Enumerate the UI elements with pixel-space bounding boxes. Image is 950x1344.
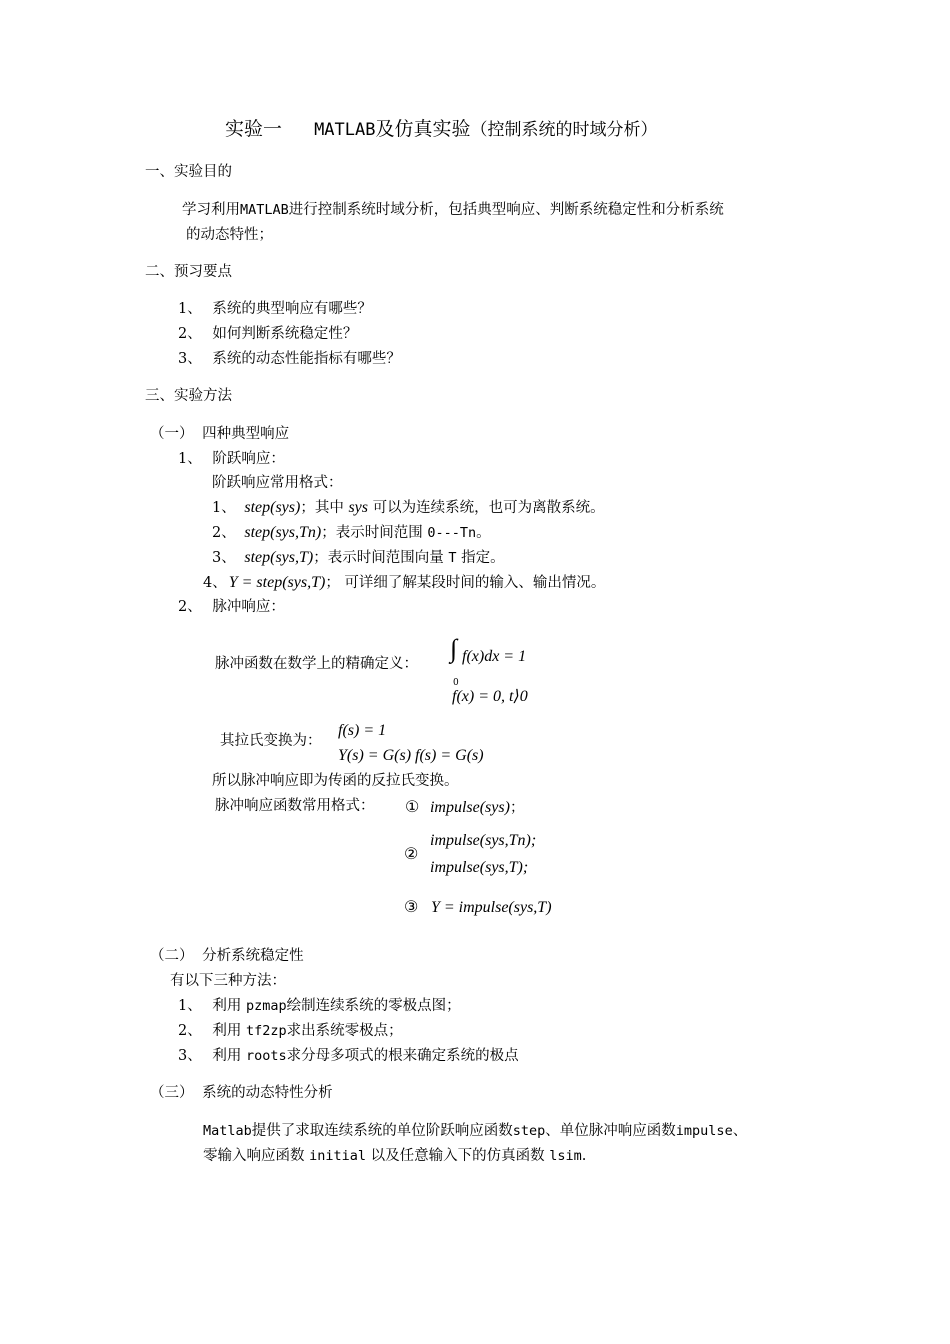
page-title bbox=[225, 118, 658, 141]
list-item bbox=[178, 1023, 403, 1040]
integral-lower-limit: 0 bbox=[453, 678, 459, 688]
subsection-1-heading bbox=[150, 426, 289, 443]
impulse-format-1 bbox=[405, 797, 524, 817]
mono-text: impulse bbox=[675, 1123, 733, 1139]
circled-number: ② bbox=[404, 844, 419, 863]
text: 利用 bbox=[212, 998, 242, 1014]
text: 指定。 bbox=[461, 550, 505, 566]
item-number: 1、 bbox=[212, 500, 236, 516]
mono-text: roots bbox=[245, 1048, 287, 1064]
item-number: 4、 bbox=[203, 575, 227, 591]
subsection-number: （一） bbox=[150, 426, 194, 442]
item-number: 2、 bbox=[212, 525, 236, 541]
text: ；其中 bbox=[300, 500, 344, 516]
title-main: 实验一 bbox=[225, 118, 283, 140]
item-number: 3、 bbox=[212, 550, 236, 566]
list-item bbox=[178, 301, 372, 318]
mono-text: lsim bbox=[549, 1148, 582, 1164]
impulse-format-3 bbox=[404, 897, 552, 917]
text: ； bbox=[509, 800, 525, 816]
item-number: 3、 bbox=[178, 1048, 202, 1064]
formula: step(sys,Tn) bbox=[244, 524, 322, 541]
text: 利用 bbox=[212, 1023, 242, 1039]
item-text: 脉冲响应： bbox=[212, 599, 285, 615]
title-matlab: MATLAB bbox=[314, 120, 376, 140]
stability-intro: 有以下三种方法： bbox=[170, 973, 286, 989]
list-item bbox=[178, 998, 461, 1015]
list-item bbox=[178, 351, 401, 368]
text: 绘制连续系统的零极点图； bbox=[286, 998, 461, 1014]
mono-text: MATLAB bbox=[240, 202, 289, 218]
dynamic-paragraph-line-2 bbox=[203, 1148, 586, 1165]
subsection-2-heading bbox=[150, 948, 304, 965]
subsection-number: （二） bbox=[150, 948, 194, 964]
subsection-text: 系统的动态特性分析 bbox=[202, 1085, 333, 1101]
item-text: 系统的动态性能指标有哪些？ bbox=[212, 351, 401, 367]
mono-text: pzmap bbox=[245, 998, 287, 1014]
text: ； bbox=[321, 525, 336, 541]
laplace-label: 其拉氏变换为： bbox=[220, 733, 322, 749]
text: 零输入响应函数 bbox=[203, 1148, 305, 1164]
step-formats-title: 阶跃响应常用格式： bbox=[212, 475, 343, 491]
text: 表示时间范围向量 bbox=[327, 550, 444, 566]
text: 、 bbox=[732, 1123, 748, 1139]
step-format-2 bbox=[212, 523, 491, 542]
dynamic-paragraph-line-1 bbox=[203, 1123, 747, 1140]
item-number: 2、 bbox=[178, 599, 202, 615]
mono-text: Matlab bbox=[203, 1123, 252, 1139]
item-text: 阶跃响应： bbox=[212, 451, 285, 467]
item-number: 1、 bbox=[178, 301, 202, 317]
text: 提供了求取连续系统的单位阶跃响应函数 bbox=[251, 1123, 513, 1139]
impulse-definition-label: 脉冲函数在数学上的精确定义： bbox=[215, 656, 418, 672]
impulse-eq-2: f(x) = 0, t⟩0 bbox=[452, 688, 528, 705]
integral-sign: ∫ bbox=[450, 634, 458, 663]
circled-number: ① bbox=[405, 797, 420, 816]
impulse-format-2a: impulse(sys,Tn); bbox=[430, 832, 537, 849]
subsection-3-heading bbox=[150, 1085, 333, 1102]
mono-text: tf2zp bbox=[245, 1023, 287, 1039]
text: 以及任意输入下的仿真函数 bbox=[370, 1148, 545, 1164]
mono-text: 0---Tn bbox=[427, 525, 477, 541]
list-item bbox=[178, 326, 357, 343]
formula: step(sys) bbox=[244, 499, 301, 516]
subsection-text: 分析系统稳定性 bbox=[202, 948, 304, 964]
section-3-heading: 三、实验方法 bbox=[145, 388, 232, 404]
item-text: 如何判断系统稳定性？ bbox=[212, 326, 358, 342]
text: 求出系统零极点； bbox=[286, 1023, 403, 1039]
text: 可详细了解某段时间的输入、输出情况。 bbox=[344, 575, 606, 591]
section-1-line-1 bbox=[182, 202, 724, 219]
list-item bbox=[178, 1048, 519, 1065]
formula: Y = impulse(sys,T) bbox=[430, 899, 552, 916]
text: 求分母多项式的根来确定系统的极点 bbox=[286, 1048, 519, 1064]
formula: impulse(sys) bbox=[429, 799, 510, 816]
text: 可以为连续系统，也可为离散系统。 bbox=[372, 500, 605, 516]
step-format-4 bbox=[203, 573, 605, 592]
mono-text: step bbox=[512, 1123, 546, 1139]
text: 利用 bbox=[212, 1048, 242, 1064]
text: ； bbox=[313, 550, 328, 566]
impulse-conclusion: 所以脉冲响应即为传函的反拉氏变换。 bbox=[212, 773, 459, 789]
laplace-eq-2: Y(s) = G(s) f(s) = G(s) bbox=[338, 747, 484, 764]
mono-text: initial bbox=[309, 1148, 367, 1164]
subsection-text: 四种典型响应 bbox=[202, 426, 290, 442]
title-rest: 及仿真实验 bbox=[375, 118, 471, 140]
text: . bbox=[581, 1148, 587, 1164]
section-2-heading: 二、预习要点 bbox=[145, 264, 232, 280]
item-number: 3、 bbox=[178, 351, 202, 367]
item-number: 2、 bbox=[178, 1023, 202, 1039]
text: 、单位脉冲响应函数 bbox=[545, 1123, 676, 1139]
text: 表示时间范围 bbox=[335, 525, 423, 541]
laplace-eq-1: f(s) = 1 bbox=[338, 722, 387, 739]
item-number: 2、 bbox=[178, 326, 202, 342]
impulse-heading bbox=[178, 599, 285, 616]
text: ； bbox=[325, 575, 340, 591]
item-number: 1、 bbox=[178, 451, 202, 467]
item-text: 系统的典型响应有哪些？ bbox=[212, 301, 372, 317]
mono-text: T bbox=[448, 550, 457, 566]
title-sub: （控制系统的时域分析） bbox=[470, 120, 658, 140]
impulse-formats-label: 脉冲响应函数常用格式： bbox=[215, 798, 375, 814]
formula: Y = step(sys,T) bbox=[228, 574, 326, 591]
text: 进行控制系统时域分析，包括典型响应、判断系统稳定性和分析系统 bbox=[288, 202, 724, 218]
step-heading bbox=[178, 451, 285, 468]
formula: step(sys,T) bbox=[244, 549, 314, 566]
impulse-format-2b: impulse(sys,T); bbox=[430, 859, 529, 876]
text: 。 bbox=[476, 525, 491, 541]
subsection-number: （三） bbox=[150, 1085, 194, 1101]
step-format-1 bbox=[212, 498, 605, 517]
text: 学习利用 bbox=[182, 202, 240, 218]
circled-number: ③ bbox=[404, 897, 419, 916]
section-1-heading: 一、实验目的 bbox=[145, 164, 232, 180]
impulse-eq-1: f(x)dx = 1 bbox=[462, 648, 527, 665]
step-format-3 bbox=[212, 548, 505, 567]
item-number: 1、 bbox=[178, 998, 202, 1014]
formula: sys bbox=[348, 499, 368, 516]
section-1-line-2: 的动态特性； bbox=[186, 227, 273, 243]
